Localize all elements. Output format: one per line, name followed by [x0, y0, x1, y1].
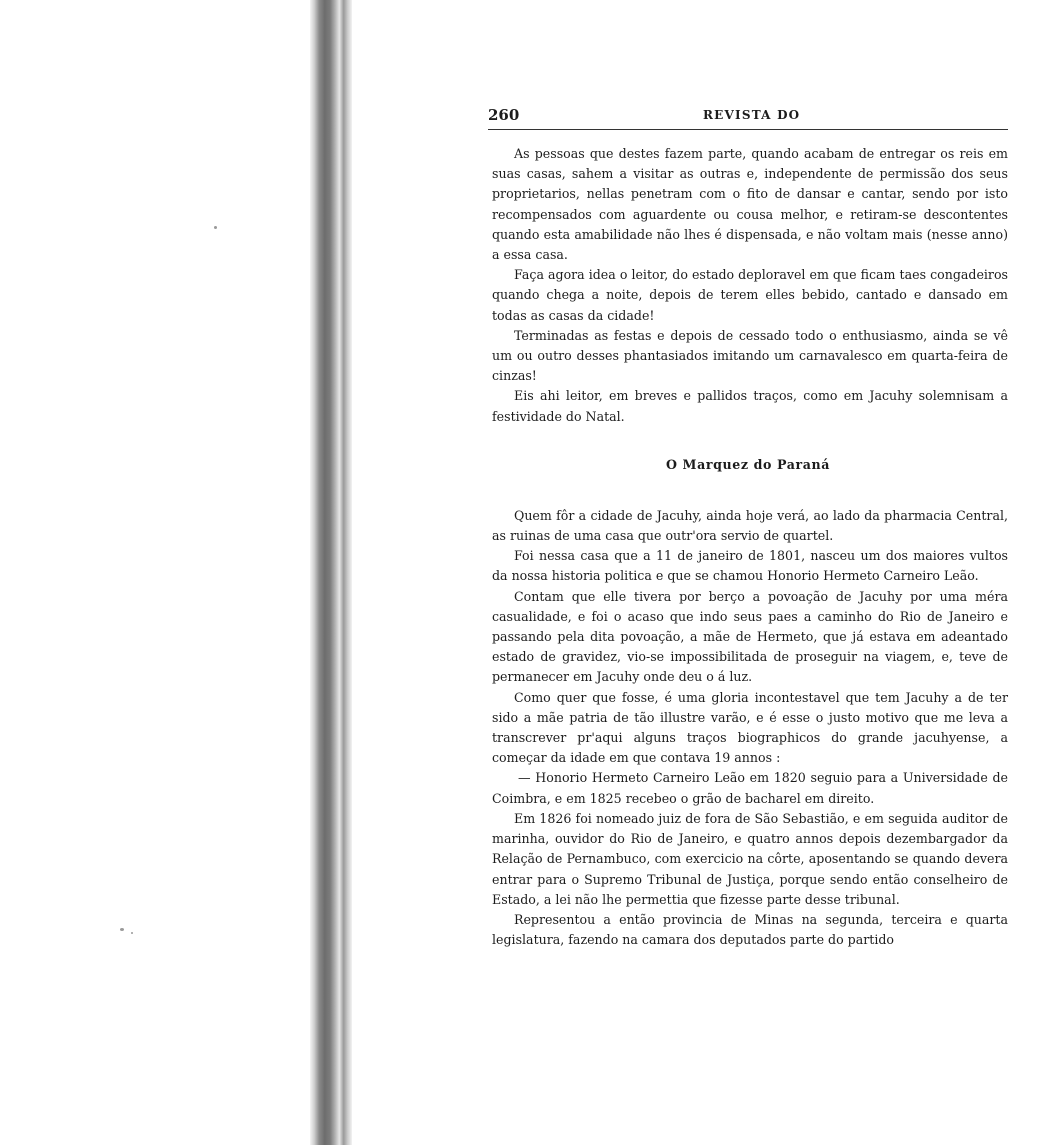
- book-binding-shadow: [310, 0, 352, 1145]
- running-title: REVISTA DO: [703, 108, 801, 122]
- paragraph: Representou a então provincia de Minas na segunda, terceira e quarta legislatura, fazendo na camara dos deputados parte do partido: [492, 911, 1008, 948]
- paragraph: Como quer que fosse, é uma gloria incontestavel que tem Jacuhy a de ter sido a mãe patria de tão illustre varão, e é esse o justo motivo que me leva a transcrever pr'aqui alguns traços biographicos do grande jacuhyense, a começar da idade em que contava 19 annos :: [492, 689, 1008, 766]
- scan-speck: [214, 226, 217, 229]
- book-page: [488, 106, 1008, 950]
- paragraph: Faça agora idea o leitor, do estado deploravel em que ficam taes congadeiros quando chega a noite, depois de terem elles bebido, cantado e dansado em todas as casas da cidade!: [492, 267, 1008, 323]
- paragraph: Quem fôr a cidade de Jacuhy, ainda hoje verá, ao lado da pharmacia Central, as ruinas de uma casa que outr'ora servio de quartel.: [492, 507, 1008, 544]
- paragraph: — Honorio Hermeto Carneiro Leão em 1820 seguio para a Universidade de Coimbra, e em 1825 recebeo o grão de bacharel em direito.: [492, 770, 1008, 806]
- paragraph: Contam que elle tivera por berço a povoação de Jacuhy por uma méra casualidade, e foi o acaso que indo seus paes a caminho do Rio de Janeiro e passando pela dita povoação, a mãe de Hermeto, que já estava em adeantado estado de gravidez, vio-se impossibilitada de proseguir na viagem, e, teve de permanecer em Jacuhy onde deu o á luz.: [492, 588, 1008, 685]
- scan-speck: [131, 932, 133, 934]
- section-heading: O Marquez do Paraná: [666, 456, 830, 472]
- paragraph: Terminadas as festas e depois de cessado todo o enthusiasmo, ainda se vê um ou outro desses phantasiados imitando um carnavalesco em quarta-feira de cinzas!: [492, 327, 1008, 384]
- paragraph: Em 1826 foi nomeado juiz de fora de São Sebastião, e em seguida auditor de marinha, ouvidor do Rio de Janeiro, e quatro annos depois dezembargador da Relação de Pernambuco, com exercicio na côrte, aposentando se quando devera entrar para o Supremo Tribunal de Justiça, porque sendo então conselheiro de Estado, a lei não lhe permettia que fizesse parte desse tribunal.: [492, 810, 1008, 907]
- page-number: 260: [488, 106, 520, 124]
- paragraph: As pessoas que destes fazem parte, quando acabam de entregar os reis em suas casas, sahem a visitar as outras e, independente de permissão dos seus proprietarios, nellas penetram com o fito de dansar e cantar, sendo por isto recompensados com aguardente ou cousa melhor, e retiram-se descontentes quando esta amabilidade não lhes é dispensada, e não voltam mais (nesse anno) a essa casa.: [492, 146, 1008, 263]
- paragraph: Foi nessa casa que a 11 de janeiro de 1801, nasceu um dos maiores vultos da nossa historia politica e que se chamou Honorio Hermeto Carneiro Leão.: [492, 548, 1008, 584]
- header-rule: [488, 129, 1008, 130]
- paragraph: Eis ahi leitor, em breves e pallidos traços, como em Jacuhy solemnisam a festividade do Natal.: [492, 388, 1008, 424]
- page-header: [488, 106, 1008, 126]
- scan-speck: [120, 928, 124, 931]
